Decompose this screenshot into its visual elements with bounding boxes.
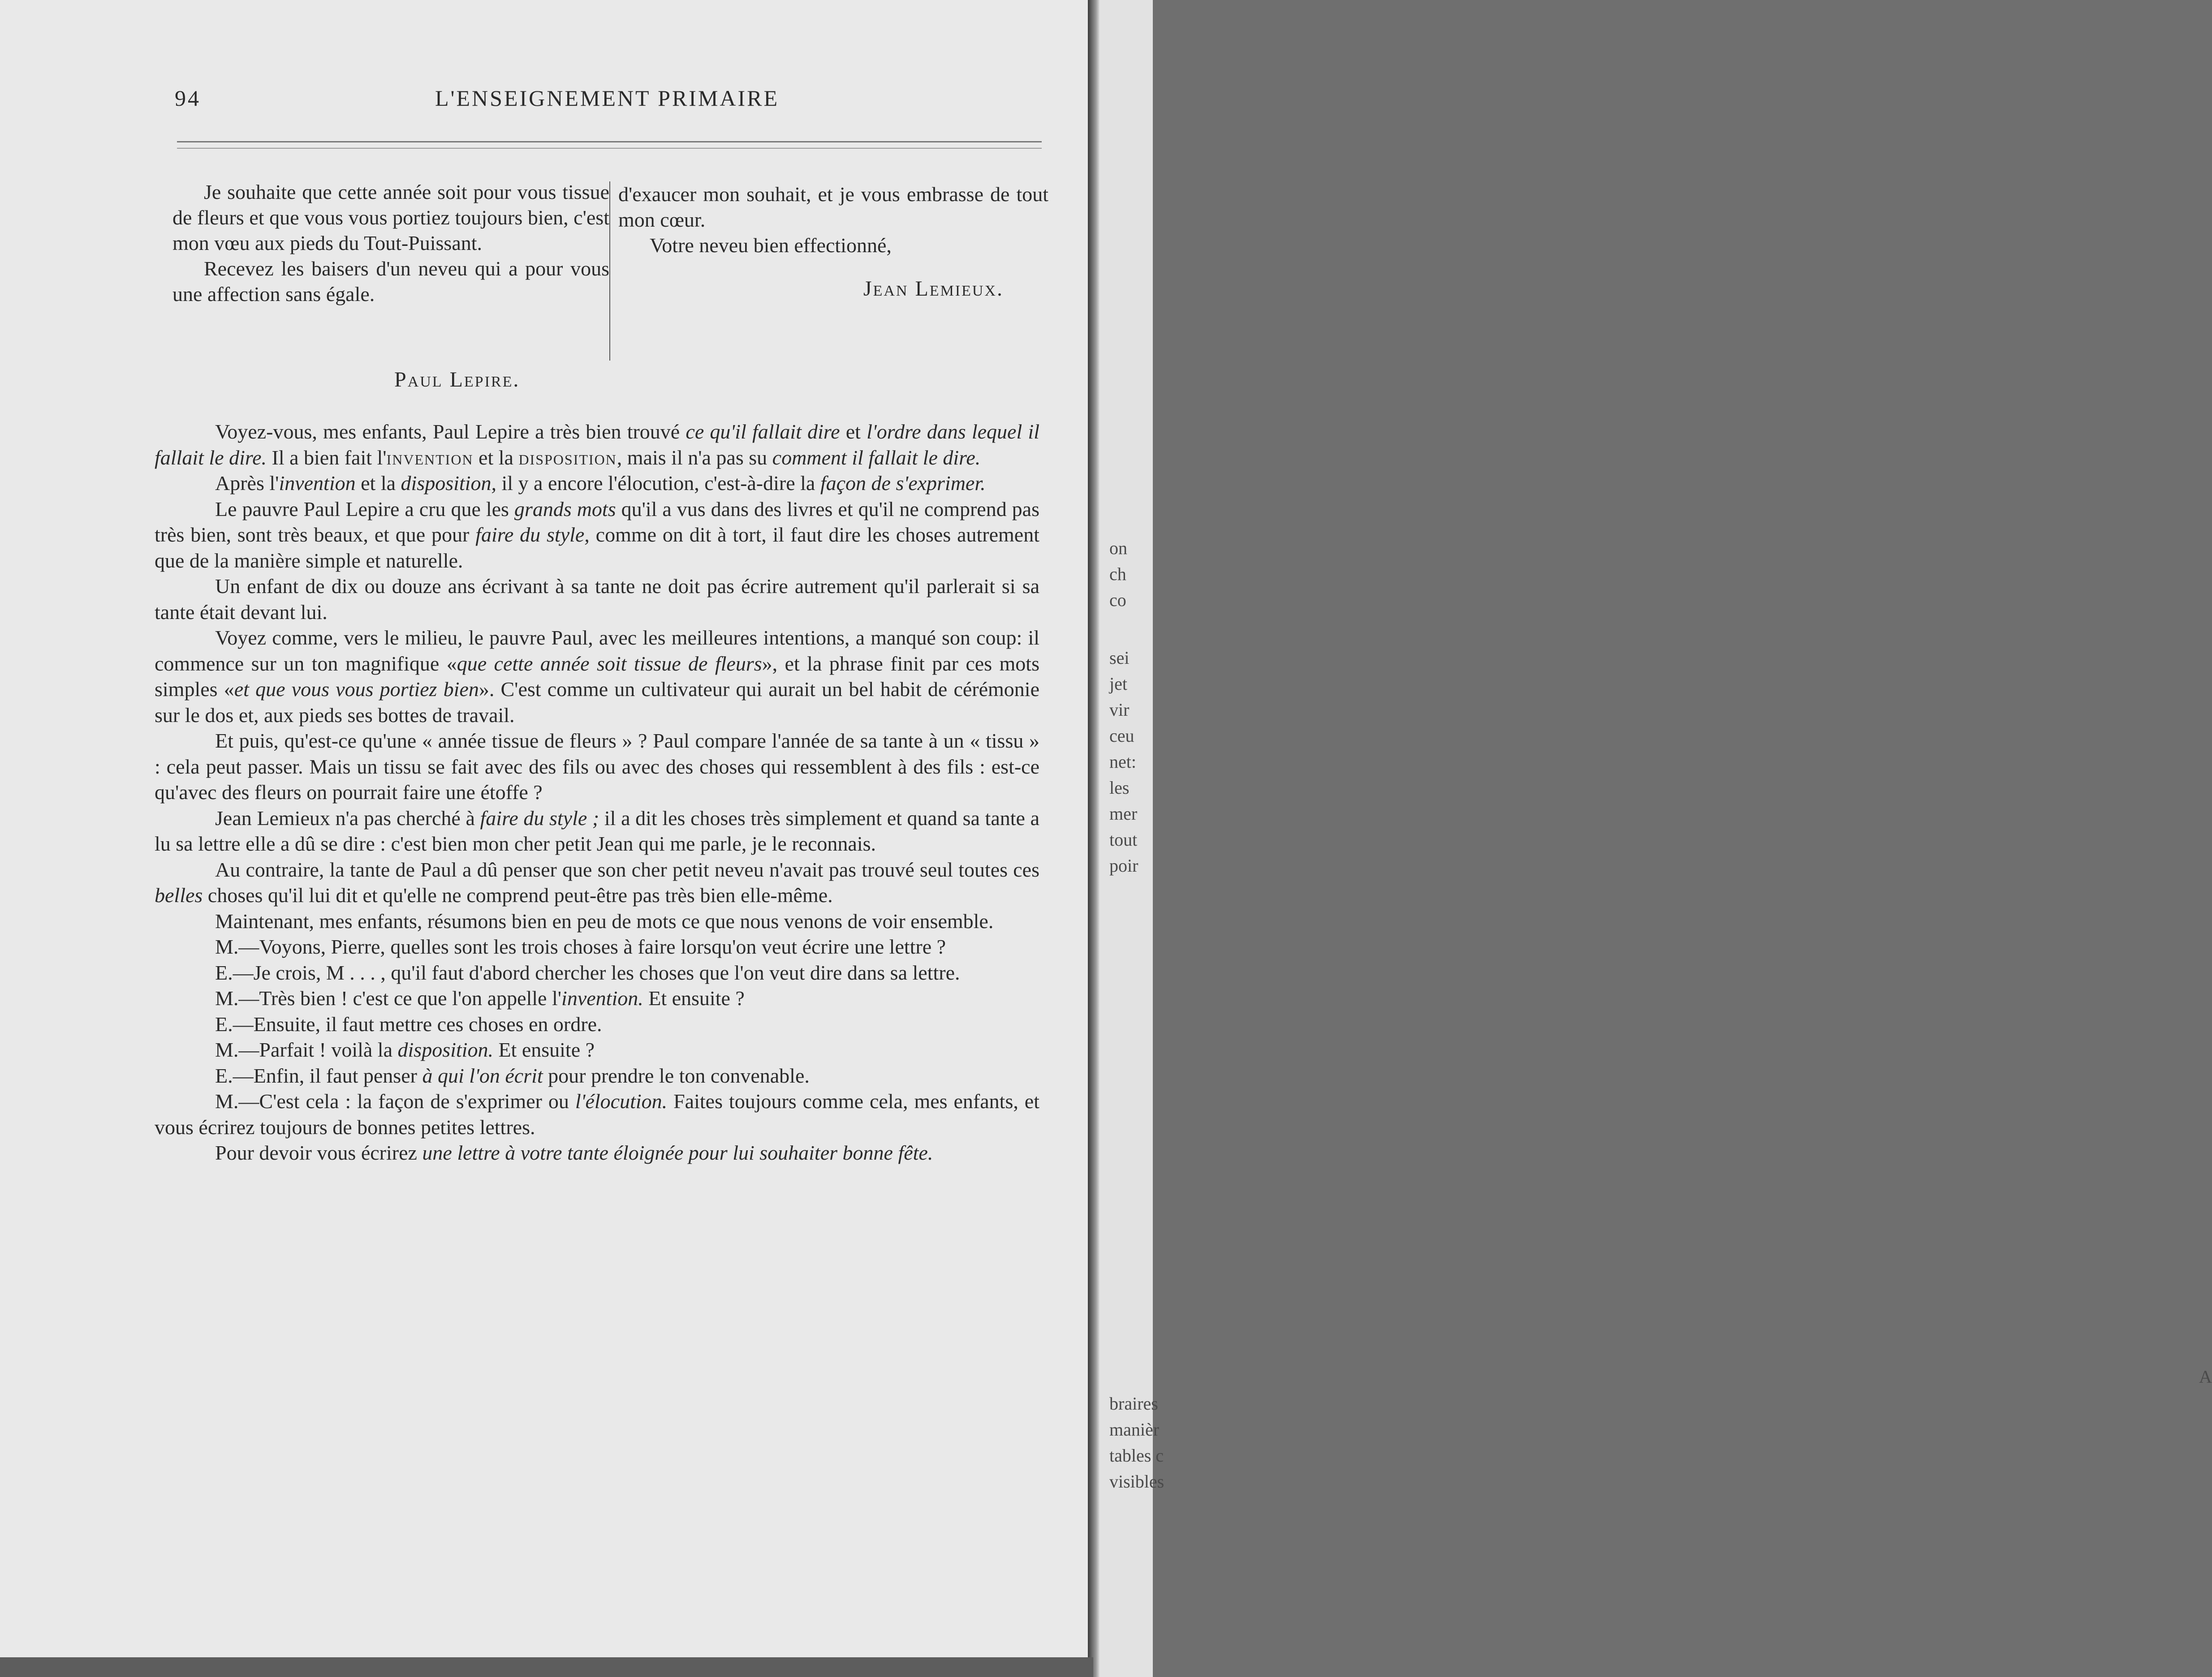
paragraph: Voyez-vous, mes enfants, Paul Lepire a très bien trouvé ce qu'il fallait dire et l'ordre dans lequel il fallait le dire. Il a bien fait l'invention et la disposition, mais il n'a pas su comment il fallait le dire. (155, 420, 1039, 469)
running-header (175, 85, 1039, 121)
column-divider (609, 181, 610, 361)
signature-paul: Paul Lepire. (394, 368, 520, 391)
book-page (0, 0, 1093, 1657)
fragment: les (1109, 778, 1130, 798)
fragment: on (1109, 538, 1127, 558)
fragment: ceu (1109, 726, 1134, 746)
dialogue-line: M.—Parfait ! voilà la disposition. Et ensuite ? (215, 1038, 595, 1061)
dialogue-line: M.—C'est cela : la façon de s'exprimer ou l'élocution. Faites toujours comme cela, mes enfants, et vous écrirez toujours de bonnes petites lettres. (155, 1090, 1039, 1139)
paragraph: Jean Lemieux n'a pas cherché à faire du style ; il a dit les choses très simplement et quand sa tante a lu sa lettre elle a dû se dire : c'est bien mon cher petit Jean qui me parle, je le reconnais. (155, 806, 1040, 855)
letter-paragraph: Votre neveu bien effectionné, (650, 234, 892, 257)
fragment: tables c (1109, 1445, 1164, 1466)
page-number: 94 (175, 86, 201, 111)
letter-paragraph: Je souhaite que cette année soit pour vous tissue de fleurs et que vous vous portiez toujours bien, c'est mon vœu aux pieds du Tout-Puissant. (172, 181, 609, 254)
fragment: ch (1109, 564, 1126, 584)
fragment: manièr (1109, 1419, 1160, 1440)
paragraph: Un enfant de dix ou douze ans écrivant à sa tante ne doit pas écrire autrement qu'il parlerait si sa tante était devant lui. (155, 575, 1039, 624)
paragraph: Au contraire, la tante de Paul a dû penser que son cher petit neveu n'avait pas trouvé seul toutes ces belles choses qu'il lui dit et qu'elle ne comprend peut-être pas très bien elle-même. (155, 858, 1039, 907)
paragraph: Maintenant, mes enfants, résumons bien en peu de mots ce que nous venons de voir ensemble. (215, 909, 994, 933)
fragment: visibles (1109, 1471, 1164, 1492)
header-rule (177, 141, 1042, 142)
fragment: co (1109, 590, 1126, 610)
fragment: net: (1109, 752, 1136, 772)
assignment: Pour devoir vous écrirez une lettre à votre tante éloignée pour lui souhaiter bonne fête. (215, 1141, 933, 1164)
dialogue-line: M.—Très bien ! c'est ce que l'on appelle l'invention. Et ensuite ? (215, 987, 745, 1010)
fragment: poir (1109, 856, 1138, 876)
fragment: mer (1109, 804, 1138, 824)
letter-paragraph: Recevez les baisers d'un neveu qui a pour vous une affection sans égale. (172, 257, 609, 305)
fragment: vir (1109, 700, 1130, 720)
letter-paragraph: d'exaucer mon souhait, et je vous embrasse de tout mon cœur. (618, 183, 1048, 231)
fragment: braires (1109, 1393, 1158, 1414)
book-gutter (1088, 0, 1100, 1677)
adjacent-page (1088, 0, 2212, 1677)
paragraph: Et puis, qu'est-ce qu'une « année tissue de fleurs » ? Paul compare l'année de sa tante à un « tissu » : cela peut passer. Mais un tissu se fait avec des fils ou avec des choses qui ressemblent à des fils : est-ce qu'avec des fleurs on pourrait faire une étoffe ? (155, 729, 1039, 804)
letter-jean (618, 181, 1048, 301)
fragment: tout (1109, 830, 1138, 850)
lesson-text (155, 419, 1039, 1166)
dialogue-line: E.—Ensuite, il faut mettre ces choses en ordre. (215, 1012, 602, 1036)
fragment: sei (1109, 648, 1130, 668)
fragment: jet (1109, 674, 1127, 694)
signature-jean: Jean Lemieux. (863, 277, 1004, 301)
letter-paul (172, 179, 609, 307)
dialogue-line: E.—Je crois, M . . . , qu'il faut d'abord chercher les choses que l'on veut dire dans sa lettre. (215, 961, 960, 984)
header-rule-thin (177, 148, 1042, 149)
running-title: L'ENSEIGNEMENT PRIMAIRE (435, 86, 780, 111)
dialogue-line: M.—Voyons, Pierre, quelles sont les trois choses à faire lorsqu'on veut écrire une lettre ? (215, 935, 946, 958)
page-bottom-shadow (0, 1657, 1093, 1677)
fragment: A (2199, 1367, 2212, 1387)
paragraph: Après l'invention et la disposition, il y a encore l'élocution, c'est-à-dire la façon de s'exprimer. (215, 472, 986, 494)
paragraph: Voyez comme, vers le milieu, le pauvre Paul, avec les meilleures intentions, a manqué son coup: il commence sur un ton magnifique «que cette année soit tissue de fleurs», et la phrase finit par ces mots simples «et que vous vous portiez bien». C'est comme un cultivateur qui aurait un bel habit de cérémonie sur le dos et, aux pieds ses bottes de travail. (155, 626, 1039, 727)
paragraph: Le pauvre Paul Lepire a cru que les grands mots qu'il a vus dans des livres et qu'il ne comprend pas très bien, sont très beaux, et que pour faire du style, comme on dit à tort, il faut dire les choses autrement que de la manière simple et naturelle. (155, 497, 1039, 572)
dialogue-line: E.—Enfin, il faut penser à qui l'on écrit pour prendre le ton convenable. (215, 1064, 810, 1087)
